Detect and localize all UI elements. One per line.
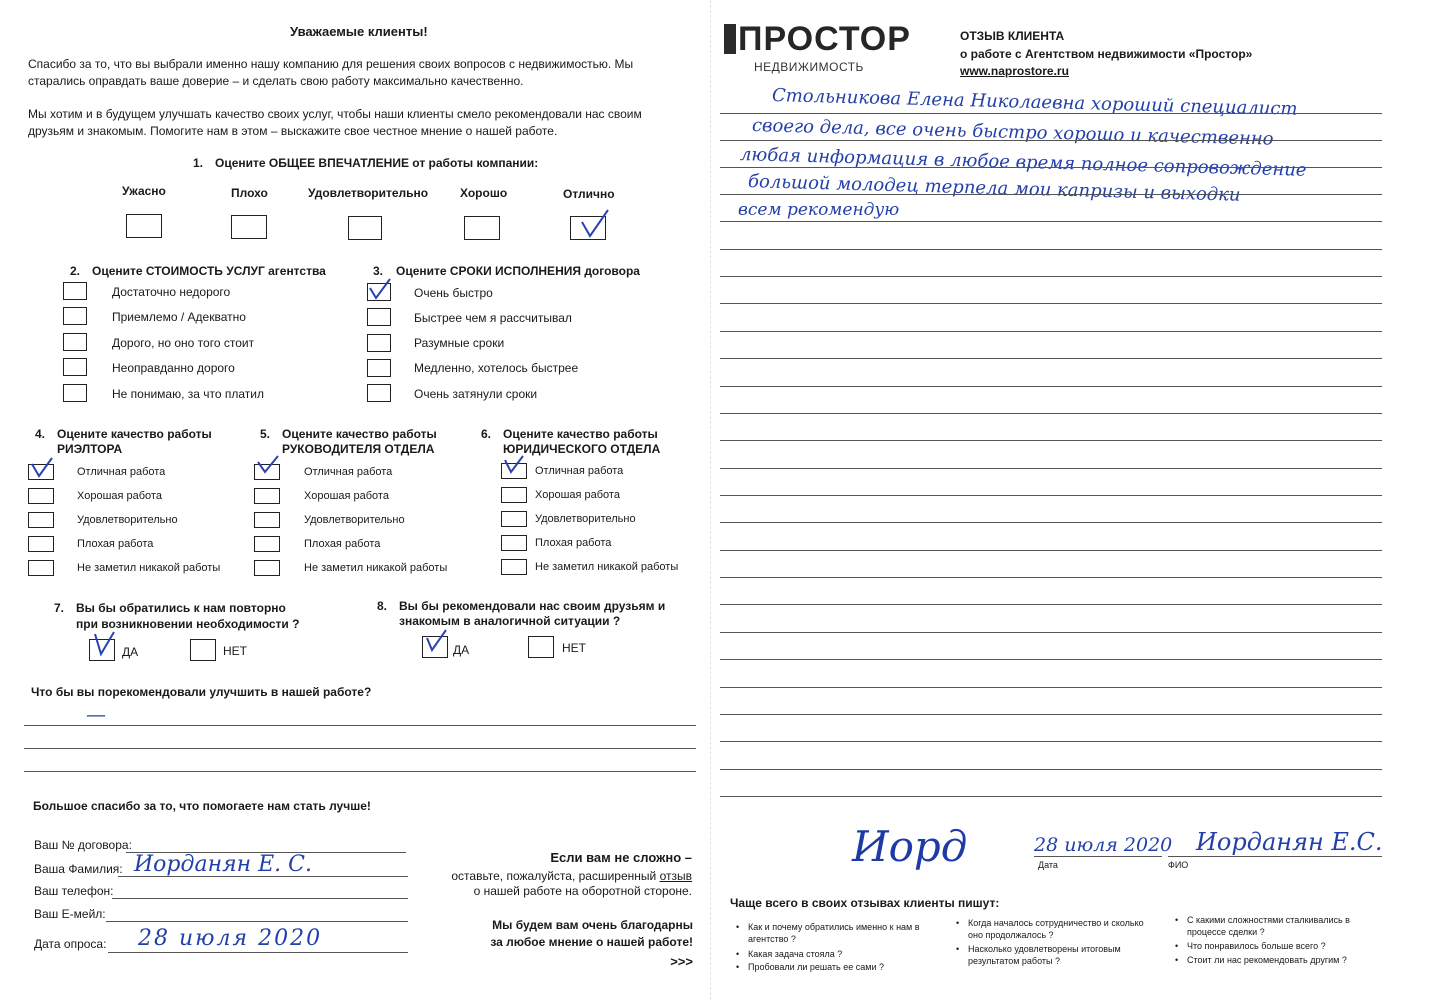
review-rule	[720, 687, 1382, 688]
q3-option-label: Разумные сроки	[414, 336, 505, 350]
q6-checkbox[interactable]	[501, 511, 527, 527]
review-rule	[720, 386, 1382, 387]
q5-option-label: Не заметил никакой работы	[304, 562, 448, 574]
tips-title: Чаще всего в своих отзывах клиенты пишут:	[730, 896, 1000, 910]
q1-option-label: Удовлетворительно	[308, 186, 429, 200]
surname-value[interactable]: Иорданян Е. С.	[134, 852, 312, 877]
contract-label: Ваш № договора:	[34, 838, 132, 852]
review-rule	[720, 358, 1382, 359]
review-rule	[720, 741, 1382, 742]
phone-label: Ваш телефон:	[34, 884, 114, 898]
answer-line	[24, 748, 696, 749]
review-header-title: ОТЗЫВ КЛИЕНТА	[960, 29, 1065, 43]
answer-line	[24, 771, 696, 772]
tip-item: • Как и почему обратились именно к нам в агентство ?	[748, 921, 948, 945]
q4-option-label: Хорошая работа	[77, 490, 162, 502]
q4-title: Оцените качество работы	[57, 427, 212, 441]
q6-title-subject: ЮРИДИЧЕСКОГО ОТДЕЛА	[503, 442, 661, 456]
q3-checkbox[interactable]	[367, 308, 391, 326]
tip-item: • Пробовали ли решать ее сами ?	[748, 961, 948, 973]
q3-option-label: Очень быстро	[414, 286, 493, 300]
review-rule	[720, 413, 1382, 414]
q2-option-label: Не понимаю, за что платил	[112, 387, 265, 401]
review-rule	[720, 140, 1382, 141]
q5-title-subject: РУКОВОДИТЕЛЯ ОТДЕЛА	[282, 442, 435, 456]
review-rule	[720, 167, 1382, 168]
review-rule	[720, 440, 1382, 441]
review-rule	[720, 550, 1382, 551]
q3-option-label: Медленно, хотелось быстрее	[414, 361, 579, 375]
q6-number: 6.	[481, 427, 492, 441]
q2-number: 2.	[70, 264, 81, 278]
q8-yes-label: ДА	[453, 643, 470, 657]
aside-line-4: Мы будем вам очень благодарны	[492, 918, 693, 932]
q1-checkbox[interactable]	[348, 216, 382, 240]
review-rule	[720, 249, 1382, 250]
q7-title: Вы бы обратились к нам повторно	[76, 601, 286, 615]
q5-checkbox[interactable]	[254, 536, 280, 552]
intro-paragraph-2: Мы хотим и в будущем улучшать качество своих услуг, чтобы наши клиенты смело рекомендовали нас своим друзьям и знакомым. Помогите нам в этом – выскажите свое честное мнение о нашей работе.	[28, 107, 642, 138]
fio-line	[1168, 856, 1382, 857]
review-link[interactable]: отзыв	[659, 869, 692, 883]
q5-option-label: Удовлетворительно	[304, 514, 405, 526]
q5-option-label: Хорошая работа	[304, 490, 389, 502]
q6-checkbox[interactable]	[501, 559, 527, 575]
q1-title: Оцените ОБЩЕЕ ВПЕЧАТЛЕНИЕ от работы компании:	[215, 156, 539, 170]
q8-no-label: НЕТ	[562, 641, 586, 655]
q1-option-label: Отлично	[563, 187, 615, 201]
date-line	[1034, 856, 1162, 857]
q6-option-label: Отличная работа	[535, 465, 624, 477]
q8-number: 8.	[377, 599, 388, 613]
logo-mark-icon	[724, 24, 736, 54]
review-header-subtitle: о работе с Агентством недвижимости «Простор»	[960, 47, 1253, 61]
review-rule	[720, 714, 1382, 715]
check-mark-icon	[424, 628, 450, 658]
q4-checkbox[interactable]	[28, 560, 54, 576]
review-rule	[720, 659, 1382, 660]
q1-option-label: Плохо	[231, 186, 268, 200]
q6-checkbox[interactable]	[501, 535, 527, 551]
q3-option-label: Очень затянули сроки	[414, 387, 538, 401]
q3-checkbox[interactable]	[367, 334, 391, 352]
review-rule	[720, 769, 1382, 770]
q4-title-subject: РИЭЛТОРА	[57, 442, 123, 456]
review-rule	[720, 303, 1382, 304]
check-mark-icon	[578, 206, 612, 240]
q5-option-label: Плохая работа	[304, 538, 381, 550]
review-fio-label: ФИО	[1168, 860, 1189, 870]
q8-title: Вы бы рекомендовали нас своим друзьям и	[399, 599, 666, 613]
q4-checkbox[interactable]	[28, 536, 54, 552]
check-mark-icon	[30, 456, 56, 480]
q2-option-label: Дорого, но оно того стоит	[112, 336, 255, 350]
q2-title: Оцените СТОИМОСТЬ УСЛУГ агентства	[92, 264, 326, 278]
q5-option-label: Отличная работа	[304, 466, 393, 478]
q4-number: 4.	[35, 427, 46, 441]
phone-field[interactable]	[112, 898, 408, 899]
page-divider	[710, 0, 711, 1000]
surname-field	[118, 876, 408, 877]
q3-option-label: Быстрее чем я рассчитывал	[414, 311, 572, 325]
aside-line-1: Если вам не сложно –	[550, 850, 692, 865]
tip-item: • Что понравилось больше всего ?	[1187, 940, 1367, 952]
thanks-text: Большое спасибо за то, что помогаете нам стать лучше!	[33, 799, 371, 813]
q4-checkbox[interactable]	[28, 512, 54, 528]
tip-item: • Стоит ли нас рекомендовать другим ?	[1187, 954, 1367, 966]
review-rule	[720, 604, 1382, 605]
website-link[interactable]: www.naprostore.ru	[960, 64, 1069, 78]
q3-number: 3.	[373, 264, 384, 278]
q5-checkbox[interactable]	[254, 488, 280, 504]
q4-option-label: Плохая работа	[77, 538, 154, 550]
q2-option-label: Неоправданно дорого	[112, 361, 235, 375]
q5-checkbox[interactable]	[254, 512, 280, 528]
q6-option-label: Хорошая работа	[535, 489, 620, 501]
tip-item: • Когда началось сотрудничество и сколько оно продолжалось ?	[968, 917, 1158, 941]
q2-option-label: Приемлемо / Адекватно	[112, 310, 246, 324]
q2-checkbox[interactable]	[63, 384, 87, 402]
q3-title: Оцените СРОКИ ИСПОЛНЕНИЯ договора	[396, 264, 640, 278]
q5-number: 5.	[260, 427, 271, 441]
review-fio-value: Иорданян Е.С.	[1196, 828, 1383, 856]
q7-title-line2: при возникновении необходимости ?	[76, 617, 300, 631]
check-mark-icon	[367, 276, 393, 302]
improve-answer[interactable]: —	[86, 702, 106, 726]
q5-checkbox[interactable]	[254, 560, 280, 576]
q7-yes-label: ДА	[122, 645, 139, 659]
review-rule	[720, 194, 1382, 195]
next-page-arrows: >>>	[670, 954, 693, 969]
review-line: всем рекомендую	[738, 200, 900, 220]
review-rule	[720, 577, 1382, 578]
q4-option-label: Не заметил никакой работы	[77, 562, 221, 574]
check-mark-icon	[503, 454, 529, 478]
q7-number: 7.	[54, 601, 65, 615]
aside-line-5: за любое мнение о нашей работе!	[490, 935, 693, 949]
email-field[interactable]	[106, 921, 408, 922]
q8-no-checkbox[interactable]	[528, 636, 554, 658]
q3-checkbox[interactable]	[367, 359, 391, 377]
q1-option-label: Ужасно	[122, 184, 166, 198]
q6-option-label: Плохая работа	[535, 537, 612, 549]
q6-title: Оцените качество работы	[503, 427, 658, 441]
q6-checkbox[interactable]	[501, 487, 527, 503]
aside-line-2-text: оставьте, пожалуйста, расширенный	[451, 869, 660, 883]
q3-checkbox[interactable]	[367, 384, 391, 402]
review-line: своего дела, все очень быстро хорошо и качественно	[751, 115, 1274, 150]
review-line: любая информация в любое время полное сопровождение	[739, 144, 1307, 181]
intro-paragraph-1: Спасибо за то, что вы выбрали именно нашу компанию для решения своих вопросов с недвижимостью. Мы старались оправдать ваше доверие – и сделать свою работу максимально качественно.	[28, 57, 634, 88]
check-mark-icon	[256, 454, 282, 478]
review-rule	[720, 113, 1382, 114]
q1-number: 1.	[193, 156, 204, 170]
q6-option-label: Не заметил никакой работы	[535, 561, 679, 573]
q2-option-label: Достаточно недорого	[112, 285, 231, 299]
review-date-value: 28 июля 2020	[1034, 834, 1173, 856]
q6-option-label: Удовлетворительно	[535, 513, 636, 525]
q8-title-line2: знакомым в аналогичной ситуации ?	[399, 614, 621, 628]
date-field	[108, 952, 408, 953]
review-rule	[720, 331, 1382, 332]
logo-main: ПРОСТОР	[738, 20, 911, 58]
review-rule	[720, 632, 1382, 633]
answer-line	[24, 725, 696, 726]
q7-no-checkbox[interactable]	[190, 639, 216, 661]
signature: Иорд	[852, 822, 968, 871]
aside-line-3: о нашей работе на оборотной стороне.	[473, 884, 692, 898]
review-line: Стольникова Елена Николаевна хороший специалист	[771, 85, 1298, 120]
q5-title: Оцените качество работы	[282, 427, 437, 441]
tip-item: • Какая задача стояла ?	[748, 948, 948, 960]
q2-checkbox[interactable]	[63, 358, 87, 376]
q4-option-label: Отличная работа	[77, 466, 166, 478]
review-rule	[720, 796, 1382, 797]
improve-question: Что бы вы порекомендовали улучшить в нашей работе?	[31, 685, 372, 699]
review-rule	[720, 276, 1382, 277]
aside-line-2	[451, 869, 692, 883]
check-mark-icon	[92, 630, 118, 660]
q1-checkbox[interactable]	[464, 216, 500, 240]
email-label: Ваш E-мейл:	[34, 907, 106, 921]
q1-checkbox[interactable]	[231, 215, 267, 239]
review-date-label: Дата	[1038, 860, 1058, 870]
date-value[interactable]: 28 июля 2020	[138, 926, 323, 951]
date-label: Дата опроса:	[34, 937, 107, 951]
review-line: большой молодец терпела мои капризы и выходки	[747, 171, 1241, 206]
q2-checkbox[interactable]	[63, 307, 87, 325]
tip-item: • С какими сложностями сталкивались в процессе сделки ?	[1187, 914, 1367, 938]
q4-checkbox[interactable]	[28, 488, 54, 504]
tip-item: • Насколько удовлетворены итоговым результатом работы ?	[968, 943, 1158, 967]
q2-checkbox[interactable]	[63, 282, 87, 300]
survey-title: Уважаемые клиенты!	[290, 24, 428, 39]
q7-no-label: НЕТ	[223, 644, 247, 658]
review-rule	[720, 495, 1382, 496]
q4-option-label: Удовлетворительно	[77, 514, 178, 526]
review-rule	[720, 221, 1382, 222]
q1-option-label: Хорошо	[460, 186, 508, 200]
review-rule	[720, 468, 1382, 469]
review-rule	[720, 522, 1382, 523]
q2-checkbox[interactable]	[63, 333, 87, 351]
logo-sub: НЕДВИЖИМОСТЬ	[754, 60, 864, 74]
q1-checkbox[interactable]	[126, 214, 162, 238]
surname-label: Ваша Фамилия:	[34, 862, 123, 876]
